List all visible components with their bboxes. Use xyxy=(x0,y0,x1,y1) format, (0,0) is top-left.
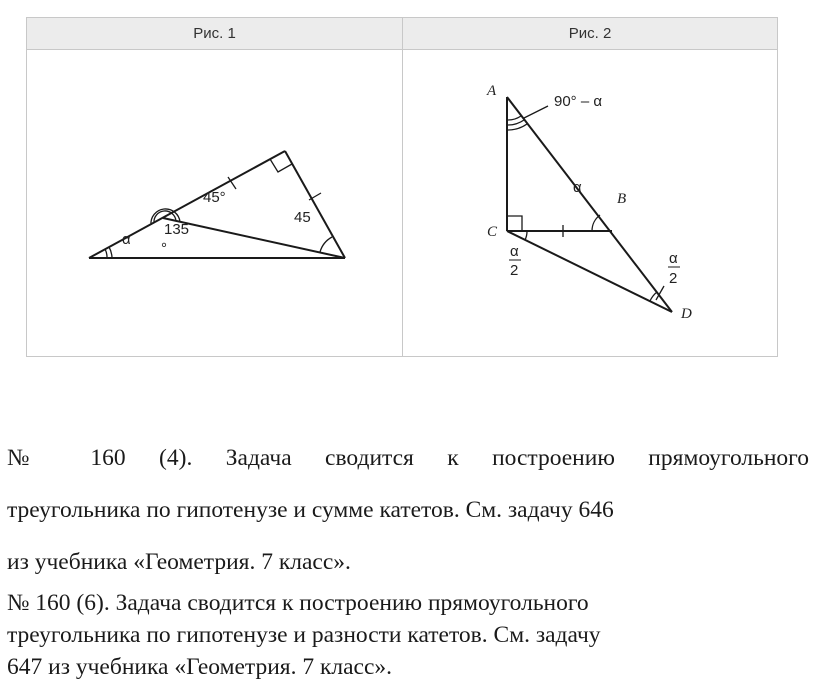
fig2-vertex-A: A xyxy=(487,83,497,99)
p1-line-3: из учебника «Геометрия. 7 класс». xyxy=(7,549,351,575)
fig2-half-left-denominator: 2 xyxy=(510,262,519,279)
fig2-vertex-C: C xyxy=(487,224,498,240)
fig1-45-arc xyxy=(320,237,332,252)
fig2-half-right-numerator: α xyxy=(669,250,678,267)
p2-line-2: треугольника по гипотенузе и разности катетов. См. задачу xyxy=(7,622,601,648)
fig1-135-label: 135 xyxy=(164,221,190,238)
fig1-alpha-arc-2 xyxy=(109,247,112,258)
fig1-left-side xyxy=(89,151,285,258)
fig2-angle-A-pointer xyxy=(524,106,548,118)
fig2-angle-A-arc-2 xyxy=(507,120,524,125)
fig1-inner-segment xyxy=(163,218,345,258)
paragraph-160-4 xyxy=(7,432,809,588)
paragraph-160-6 xyxy=(7,587,809,683)
fig2-side-CD xyxy=(507,231,672,312)
fig2-alpha-label: α xyxy=(573,179,582,196)
fig1-degree-dot: ° xyxy=(161,240,167,257)
fig2-side-AD xyxy=(507,97,672,312)
fig2-half-left-numerator: α xyxy=(510,243,519,260)
p2-line-1: № 160 (6). Задача сводится к построению прямоугольного xyxy=(7,590,589,616)
fig2-angle-A-arc-1 xyxy=(507,116,521,120)
figure-1-caption: Рис. 1 xyxy=(27,18,402,50)
fig2-right-angle-mark xyxy=(507,216,522,231)
fig2-vertex-B: B xyxy=(617,191,627,207)
fig1-alpha-arc-1 xyxy=(105,249,107,258)
figure-2-caption: Рис. 2 xyxy=(402,18,777,50)
fig2-angle-A-label: 90° – α xyxy=(554,93,603,110)
p2-line-3: 647 из учебника «Геометрия. 7 класс». xyxy=(7,654,393,680)
fig1-right-angle-mark xyxy=(270,159,292,172)
fig1-alpha-label: α xyxy=(122,231,131,248)
fig2-vertex-D: D xyxy=(681,306,692,322)
p1-line-2: треугольника по гипотенузе и сумме катетов. См. задачу 646 xyxy=(7,497,614,523)
fig2-half-right-denominator: 2 xyxy=(669,270,678,287)
p1-line-1: № 160 (4). Задача сводится к построению прямоугольного xyxy=(7,445,809,471)
fig1-right-side xyxy=(285,151,345,258)
fig1-45-top-label: 45° xyxy=(203,189,226,206)
fig2-angle-C-arc xyxy=(525,231,527,240)
fig1-45-right-label: 45 xyxy=(294,209,311,226)
